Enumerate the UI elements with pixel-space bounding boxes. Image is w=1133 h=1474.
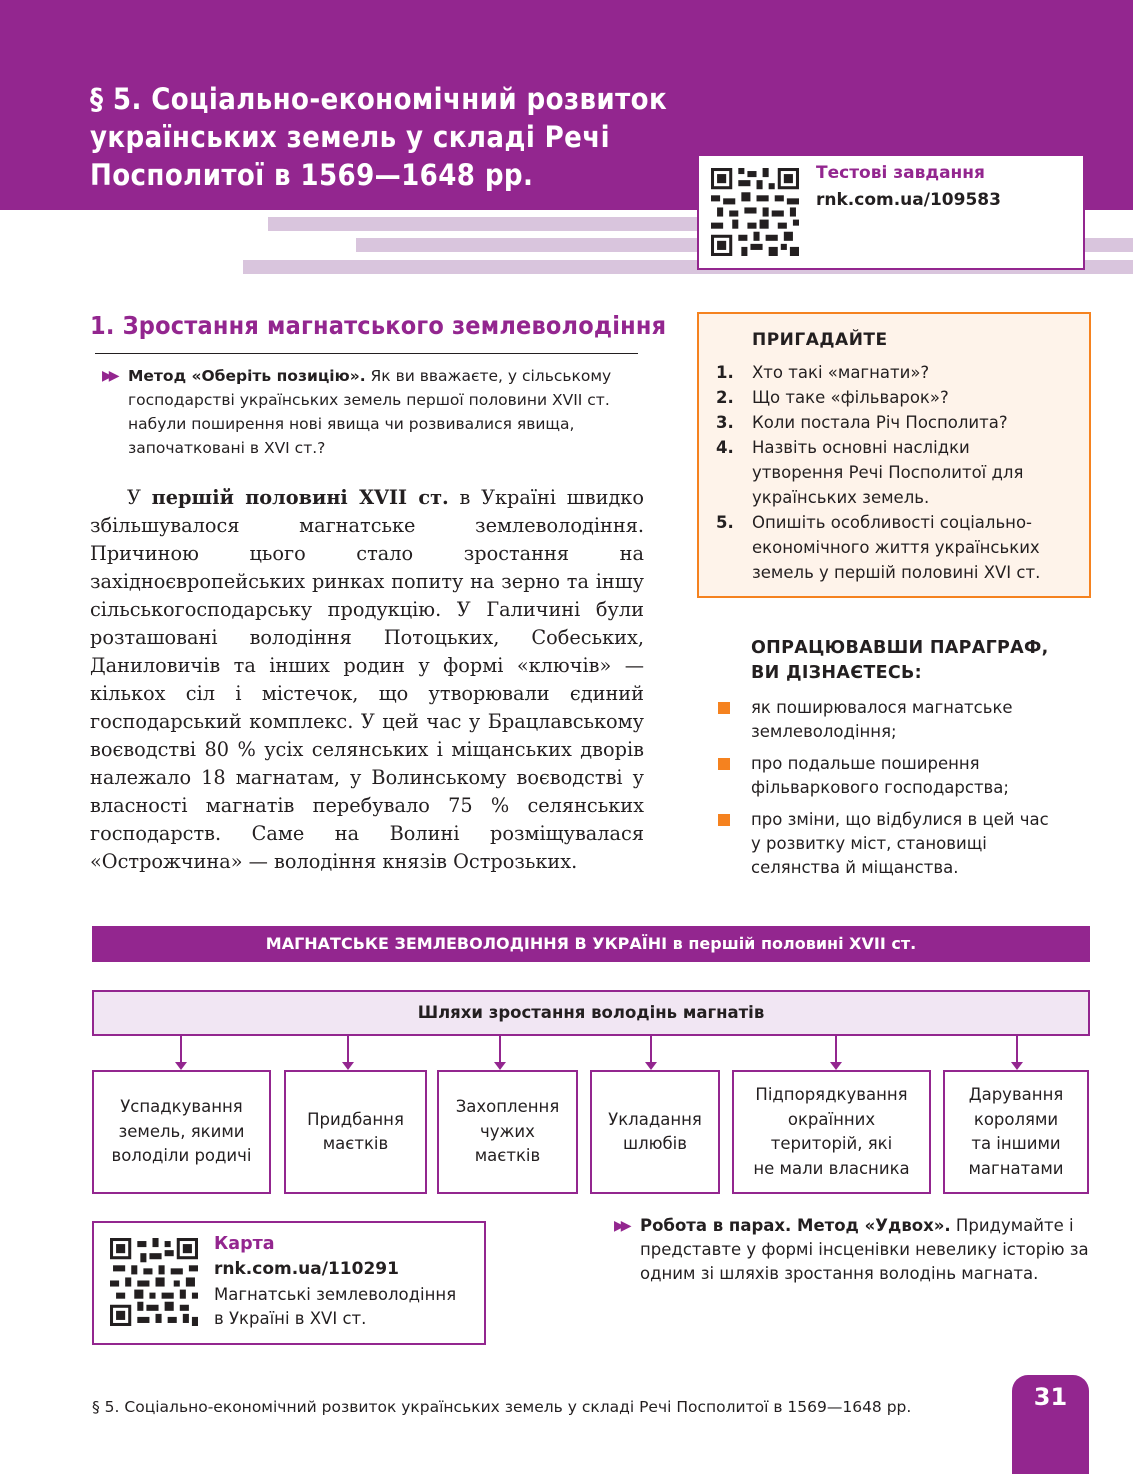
- map-label: Карта: [214, 1234, 275, 1254]
- section-heading: 1. Зростання магнатського землеволодіння: [90, 311, 667, 340]
- bullet-square-icon: [718, 814, 730, 826]
- map-link[interactable]: rnk.com.ua/110291: [214, 1259, 399, 1279]
- method-title: Метод «Оберіть позицію».: [128, 367, 366, 385]
- diagram-root-box: Шляхи зростання володінь магнатів: [92, 990, 1090, 1036]
- item-number: 3.: [716, 413, 734, 432]
- running-footer: § 5. Соціально-економічний розвиток українських земель у складі Речі Посполитої в 1569—1648 рр.: [92, 1398, 912, 1416]
- item-number: 5.: [716, 513, 734, 532]
- list-item: [716, 808, 1061, 880]
- body-paragraph: [90, 484, 644, 876]
- item-text: Хто такі «магнати»?: [752, 363, 930, 382]
- item-text: про подальше поширення фільваркового господарства;: [751, 754, 1009, 797]
- bullet-square-icon: [718, 758, 730, 770]
- list-item: [716, 510, 1082, 585]
- qr-code-icon[interactable]: [711, 168, 799, 256]
- pair-work-prompt: [614, 1214, 1090, 1286]
- item-number: 2.: [716, 388, 734, 407]
- test-tasks-label: Тестові завдання: [816, 163, 985, 183]
- item-text: як поширювалося магнатське землеволодіння;: [751, 698, 1013, 741]
- bullet-square-icon: [718, 702, 730, 714]
- diagram-title-caps: МАГНАТСЬКЕ ЗЕМЛЕВОЛОДІННЯ В УКРАЇНІ: [265, 934, 668, 953]
- item-text: Назвіть основні наслідки утворення Речі Посполитої для українських земель.: [752, 438, 1024, 507]
- item-text: Опишіть особливості соціально-економічного життя українських земель у першій половині XVI ст.: [752, 513, 1041, 582]
- item-number: 1.: [716, 363, 734, 382]
- method-prompt: [102, 364, 642, 460]
- item-number: 4.: [716, 438, 734, 457]
- map-description: Магнатські землеволодіння в Україні в XVI ст.: [214, 1285, 457, 1328]
- diagram-box: Підпорядкування окраїнних територій, які не мали власника: [732, 1070, 931, 1194]
- learn-heading: ОПРАЦЮВАВШИ ПАРАГРАФ, ВИ ДІЗНАЄТЕСЬ:: [751, 638, 1049, 683]
- diagram-box: Успадкування земель, якими володіли родичі: [92, 1070, 271, 1194]
- method-question: Як ви вважаєте, у сільському господарстві українських земель першої половини XVII ст. набули поширення нові явища чи розвивалися явища, започатковані в XVI ст.?: [128, 367, 612, 457]
- list-item: [716, 360, 1086, 385]
- diagram-box: Захоплення чужих маєтків: [437, 1070, 578, 1194]
- list-item: [716, 410, 1086, 435]
- qr-code-icon[interactable]: [110, 1238, 198, 1326]
- pair-work-title: Робота в парах. Метод «Удвох».: [640, 1216, 951, 1235]
- recall-heading: ПРИГАДАЙТЕ: [752, 330, 888, 350]
- diagram-title-band: [92, 926, 1090, 962]
- page-title: § 5. Соціально-економічний розвиток українських земель у складі Речі Посполитої в 1569—1648 рр.: [90, 82, 668, 192]
- list-item: [716, 435, 1062, 510]
- test-tasks-link[interactable]: rnk.com.ua/109583: [816, 190, 1001, 210]
- item-text: про зміни, що відбулися в цей час у розвитку міст, становищі селянства й міщанства.: [751, 810, 1049, 877]
- learn-list: [716, 696, 1086, 888]
- double-arrow-icon: ▶▶: [102, 368, 116, 384]
- list-item: [716, 752, 1041, 800]
- item-text: Коли постала Річ Посполита?: [752, 413, 1008, 432]
- item-text: Що таке «фільварок»?: [752, 388, 949, 407]
- list-item: [716, 696, 1041, 744]
- body-start: У: [127, 486, 152, 509]
- double-arrow-icon: ▶▶: [614, 1218, 628, 1234]
- diagram-box: Укладання шлюбів: [590, 1070, 720, 1194]
- list-item: [716, 385, 1086, 410]
- recall-list: [716, 360, 1086, 585]
- diagram-box: Придбання маєтків: [284, 1070, 427, 1194]
- body-emphasis: першій половині XVII ст.: [151, 486, 449, 509]
- body-rest: в Україні швидко збільшувалося магнатське землеволодіння. Причиною цього стало зростання на західноєвропейських ринках попиту на зерно та іншу сільськогосподарську продукцію. У Галичині були розташовані володіння Потоцьких, Собеських, Даниловичів та інших родин у формі «ключів» — кількох сіл і містечок, що утворювали єдиний господарський комплекс. У цей час у Брацлавському воєводстві 80 % усіх селянських і міщанських дворів належало 18 магнатам, у Волинському воєводстві у власності магнатів перебувало 75 % селянських господарств. Саме на Волині розміщувалася «Острожчина» — володіння князів Острозьких.: [90, 486, 644, 873]
- decor-stripe: [268, 217, 698, 231]
- section-rule: [95, 353, 638, 354]
- pair-work-text: Придумайте і представте у формі інсценівки невелику історію за одним зі шляхів зростання володінь магната.: [640, 1216, 1089, 1283]
- diagram-title-rest: в першій половині XVII ст.: [667, 934, 917, 953]
- diagram-box: Дарування королями та іншими магнатами: [943, 1070, 1089, 1194]
- page-number: 31: [1033, 1383, 1068, 1411]
